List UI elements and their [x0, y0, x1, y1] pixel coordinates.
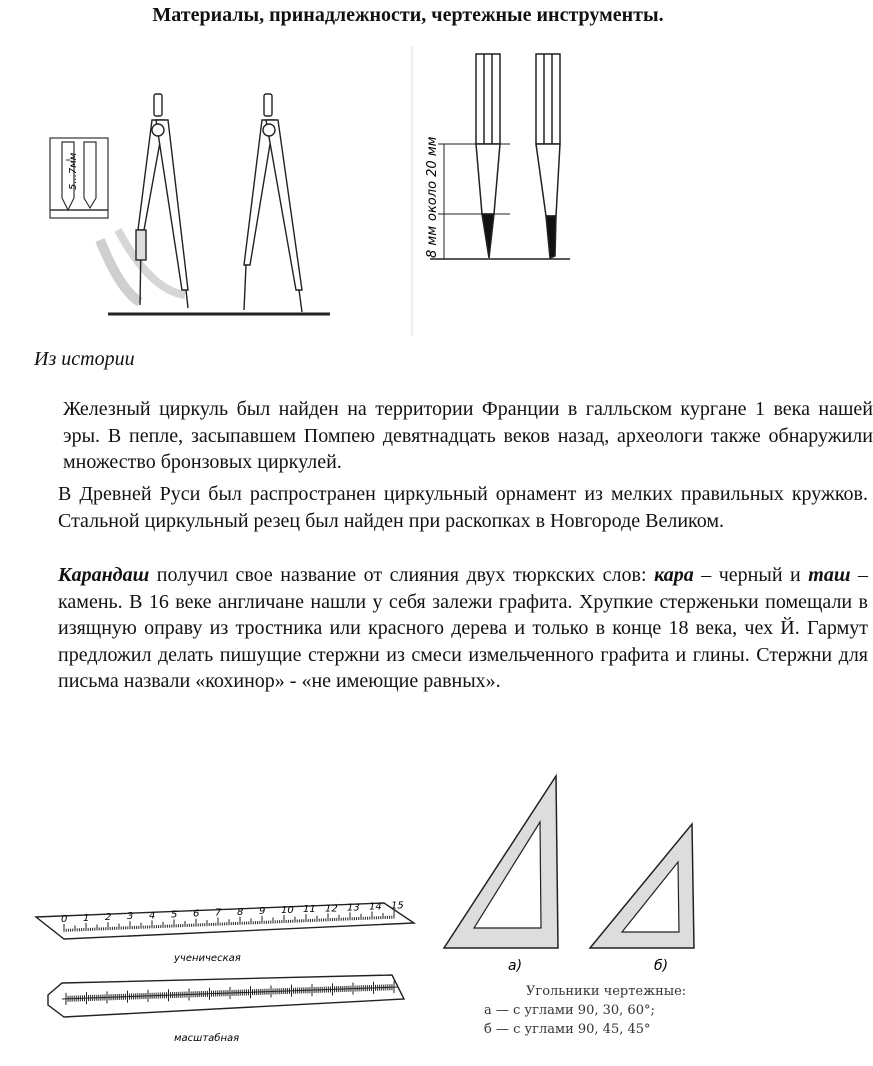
ruler-number: 1	[83, 912, 90, 924]
pencil-illustration	[410, 46, 580, 336]
pencil-sharpened-chisel	[536, 54, 560, 258]
student-ruler-label: ученическая	[174, 953, 241, 964]
triangles-illustration	[440, 770, 730, 975]
ruler-number: 12	[325, 903, 338, 915]
word-kara: кара	[654, 564, 694, 586]
ruler-number: 3	[127, 911, 134, 923]
ruler-number: 4	[149, 910, 156, 922]
paragraph-pencil-history: Карандаш получил свое название от слияния двух тюркских слов: кара – черный и таш – камень. В 16 веке англичане нашли у себя залежи графита. Хрупкие стерженьки помещали в изящную оправу из тростника или красного дерева и только в конце 18 века, чех Й. Гармут предложил делать пишущие стержни из смеси измельченного графита и глины. Стержни для письма назвали «кохинор» - «не имеющие равных».	[58, 564, 869, 692]
triangles-caption-a: а — с углами 90, 30, 60°;	[484, 1003, 655, 1018]
ruler-number: 0	[61, 913, 68, 925]
word-karandash: Карандаш	[58, 564, 150, 586]
compass-label-5-7: 5...7мм	[68, 152, 79, 190]
ruler-number: 13	[347, 902, 360, 914]
triangles-caption-title: Угольники чертежные:	[526, 984, 687, 999]
paragraph-compass-history: Железный циркуль был найден на территории Франции в галльском кургане 1 века нашей эры. В пепле, засыпавшем Помпею девятнадцать веков назад, археологи также обнаружили множество бронзовых циркулей.	[63, 398, 873, 473]
compass-2	[244, 94, 302, 312]
triangle-45-45	[590, 824, 694, 948]
ruler-number: 9	[259, 905, 266, 917]
ruler-number: 14	[369, 901, 382, 913]
compass-1	[136, 94, 188, 308]
ruler-number: 2	[105, 912, 112, 924]
compass-illustration	[40, 90, 340, 325]
triangle-label-b: б)	[654, 958, 669, 974]
pencil-label-8mm: 8 мм	[425, 225, 440, 258]
pencil-label-about-20mm: около 20 мм	[425, 136, 440, 221]
word-tash: таш	[808, 564, 851, 586]
ruler-number: 5	[171, 909, 178, 921]
history-heading: Из истории	[34, 348, 135, 370]
triangle-30-60	[444, 776, 558, 948]
compass-detail-inset	[50, 138, 108, 218]
student-ruler	[36, 901, 414, 939]
ruler-number: 15	[391, 900, 404, 912]
page-title: Материалы, принадлежности, чертежные инструменты.	[152, 4, 664, 26]
ruler-number: 10	[281, 905, 294, 917]
scale-ruler	[48, 975, 404, 1017]
ruler-number: 6	[193, 908, 200, 920]
rulers-illustration	[34, 895, 424, 1055]
paragraph-ancient-rus: В Древней Руси был распространен циркульный орнамент из мелких правильных кружков. Стальной циркульный резец был найден при раскопках в Новгороде Великом.	[58, 483, 868, 532]
ruler-number: 7	[215, 907, 222, 919]
ruler-number: 11	[303, 904, 316, 916]
triangles-caption-b: б — с углами 90, 45, 45°	[484, 1022, 651, 1037]
ruler-number: 8	[237, 906, 244, 918]
scale-ruler-label: масштабная	[174, 1033, 240, 1044]
pencil-sharpened-cone	[476, 54, 500, 258]
triangle-label-a: а)	[508, 958, 523, 974]
